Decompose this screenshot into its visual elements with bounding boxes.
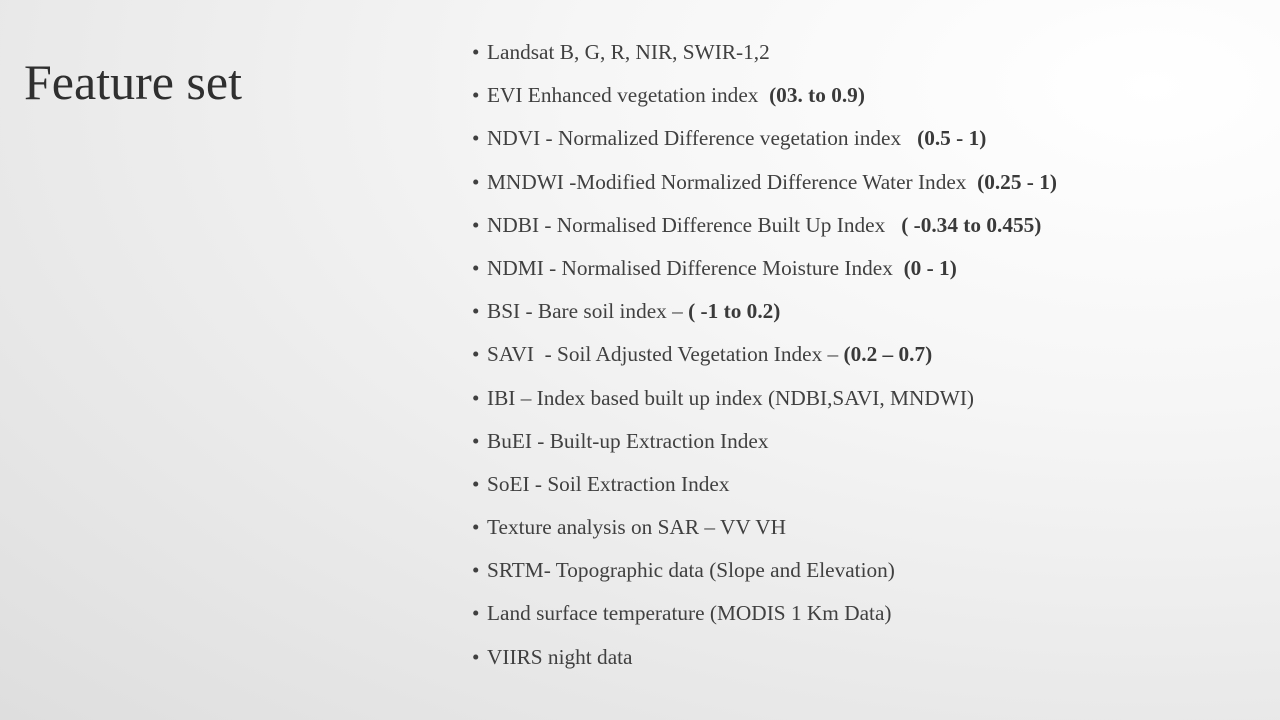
bullet-text: NDVI - Normalized Difference vegetation index (487, 126, 918, 151)
bullet-item-ndbi (472, 211, 1057, 254)
bullet-text: SRTM- Topographic data (Slope and Elevation) (487, 558, 895, 583)
bullet-icon: • (472, 558, 480, 583)
bullet-item-landsat (472, 38, 1057, 81)
bullet-range: ( -0.34 to 0.455) (901, 212, 1042, 237)
bullet-item-buei (472, 427, 1057, 470)
bullet-text: Texture analysis on SAR – VV VH (487, 515, 787, 540)
bullet-icon: • (472, 169, 480, 194)
bullet-item-evi (472, 81, 1057, 124)
bullet-text: VIIRS night data (487, 644, 633, 669)
bullet-range: ( -1 to 0.2) (688, 299, 781, 324)
bullet-icon: • (472, 471, 480, 496)
bullet-icon: • (472, 428, 480, 453)
bullet-range: (0 - 1) (903, 255, 957, 280)
bullet-item-ndmi (472, 254, 1057, 297)
bullet-text: NDBI - Normalised Difference Built Up Index (487, 212, 902, 237)
bullet-icon: • (472, 40, 480, 64)
bullet-icon: • (472, 126, 480, 151)
bullet-range: (03. to 0.9) (769, 83, 865, 108)
bullet-text: BSI - Bare soil index – (487, 299, 689, 324)
bullet-item-srtm (472, 556, 1057, 599)
bullet-icon: • (472, 342, 480, 367)
bullet-icon: • (472, 255, 480, 280)
bullet-item-ndvi (472, 124, 1057, 167)
bullet-item-bsi (472, 297, 1057, 340)
bullet-text: EVI Enhanced vegetation index (487, 83, 770, 108)
bullet-icon: • (472, 299, 480, 324)
bullet-item-lst (472, 599, 1057, 642)
bullet-item-ibi (472, 384, 1057, 427)
bullet-item-savi (472, 340, 1057, 383)
bullet-text: SAVI - Soil Adjusted Vegetation Index – (487, 342, 844, 367)
bullet-icon: • (472, 601, 480, 626)
bullet-text: Landsat B, G, R, NIR, SWIR-1,2 (487, 40, 770, 64)
bullet-range: (0.2 – 0.7) (843, 342, 933, 367)
bullet-text: Land surface temperature (MODIS 1 Km Data) (487, 601, 892, 626)
bullet-item-soei (472, 470, 1057, 513)
bullet-item-viirs (472, 643, 1057, 686)
feature-bullet-list (472, 38, 1057, 686)
bullet-item-mndwi (472, 168, 1057, 211)
bullet-text: BuEI - Built-up Extraction Index (487, 428, 769, 453)
bullet-range: (0.25 - 1) (977, 169, 1057, 194)
slide-title: Feature set (24, 54, 242, 110)
bullet-icon: • (472, 644, 480, 669)
bullet-icon: • (472, 83, 480, 108)
bullet-text: MNDWI -Modified Normalized Difference Water Index (487, 169, 978, 194)
bullet-text: IBI – Index based built up index (NDBI,SAVI, MNDWI) (487, 385, 974, 410)
bullet-icon: • (472, 212, 480, 237)
bullet-range: (0.5 - 1) (917, 126, 987, 151)
bullet-icon: • (472, 385, 480, 410)
bullet-text: SoEI - Soil Extraction Index (487, 471, 730, 496)
bullet-item-sar-texture (472, 513, 1057, 556)
bullet-text: NDMI - Normalised Difference Moisture Index (487, 255, 904, 280)
bullet-icon: • (472, 515, 480, 540)
